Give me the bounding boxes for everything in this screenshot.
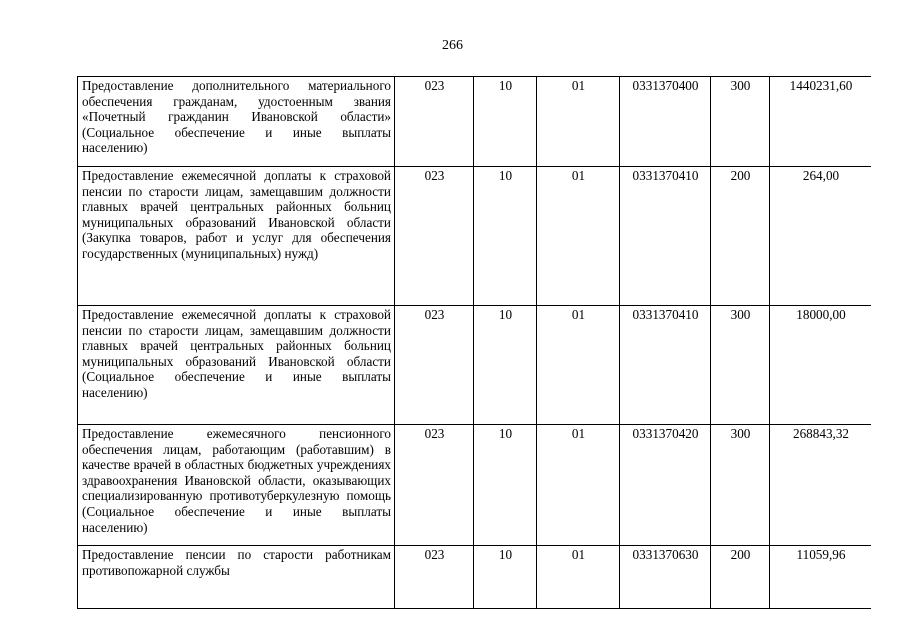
row-target-code: 0331370420 bbox=[620, 425, 711, 546]
row-description: Предоставление дополнительного материального обеспечения гражданам, удостоенным звания «Почетный гражданин Ивановской области» (Социальное обеспечение и иные выплаты населению) bbox=[78, 77, 395, 167]
row-subsection-code: 01 bbox=[537, 546, 620, 609]
row-ministry-code: 023 bbox=[395, 425, 474, 546]
row-expense-type-code: 200 bbox=[711, 546, 770, 609]
row-subsection-code: 01 bbox=[537, 167, 620, 306]
row-subsection-code: 01 bbox=[537, 306, 620, 425]
row-amount: 264,00 bbox=[770, 167, 872, 306]
row-ministry-code: 023 bbox=[395, 546, 474, 609]
table-row bbox=[78, 306, 872, 425]
page-number: 266 bbox=[442, 38, 463, 53]
table-row bbox=[78, 546, 872, 609]
budget-table-container bbox=[77, 76, 871, 640]
row-section-code: 10 bbox=[474, 546, 537, 609]
row-section-code: 10 bbox=[474, 77, 537, 167]
row-expense-type-code: 200 bbox=[711, 167, 770, 306]
row-expense-type-code: 300 bbox=[711, 77, 770, 167]
row-description: Предоставление ежемесячного пенсионного обеспечения лицам, работающим (работавшим) в качестве врачей в областных бюджетных учреждениях здравоохранения Ивановской области, оказывающих специализированную противотуберкулезную помощь (Социальное обеспечение и иные выплаты населению) bbox=[78, 425, 395, 546]
table-row bbox=[78, 425, 872, 546]
row-expense-type-code: 300 bbox=[711, 306, 770, 425]
row-amount: 268843,32 bbox=[770, 425, 872, 546]
row-amount: 11059,96 bbox=[770, 546, 872, 609]
row-amount: 18000,00 bbox=[770, 306, 872, 425]
row-ministry-code: 023 bbox=[395, 77, 474, 167]
row-description: Предоставление ежемесячной доплаты к страховой пенсии по старости лицам, замещавшим должности главных врачей центральных районных больниц муниципальных образований Ивановской области (Закупка товаров, работ и услуг для обеспечения государственных (муниципальных) нужд) bbox=[78, 167, 395, 306]
row-target-code: 0331370400 bbox=[620, 77, 711, 167]
budget-table bbox=[77, 76, 871, 609]
row-subsection-code: 01 bbox=[537, 77, 620, 167]
row-amount: 1440231,60 bbox=[770, 77, 872, 167]
row-section-code: 10 bbox=[474, 306, 537, 425]
row-description: Предоставление ежемесячной доплаты к страховой пенсии по старости лицам, замещавшим должности главных врачей центральных районных больниц муниципальных образований Ивановской области (Социальное обеспечение и иные выплаты населению) bbox=[78, 306, 395, 425]
row-description: Предоставление пенсии по старости работникам противопожарной службы bbox=[78, 546, 395, 609]
table-row bbox=[78, 77, 872, 167]
row-target-code: 0331370410 bbox=[620, 306, 711, 425]
row-target-code: 0331370630 bbox=[620, 546, 711, 609]
row-ministry-code: 023 bbox=[395, 167, 474, 306]
row-target-code: 0331370410 bbox=[620, 167, 711, 306]
table-row bbox=[78, 167, 872, 306]
row-subsection-code: 01 bbox=[537, 425, 620, 546]
row-section-code: 10 bbox=[474, 167, 537, 306]
row-ministry-code: 023 bbox=[395, 306, 474, 425]
row-expense-type-code: 300 bbox=[711, 425, 770, 546]
row-section-code: 10 bbox=[474, 425, 537, 546]
